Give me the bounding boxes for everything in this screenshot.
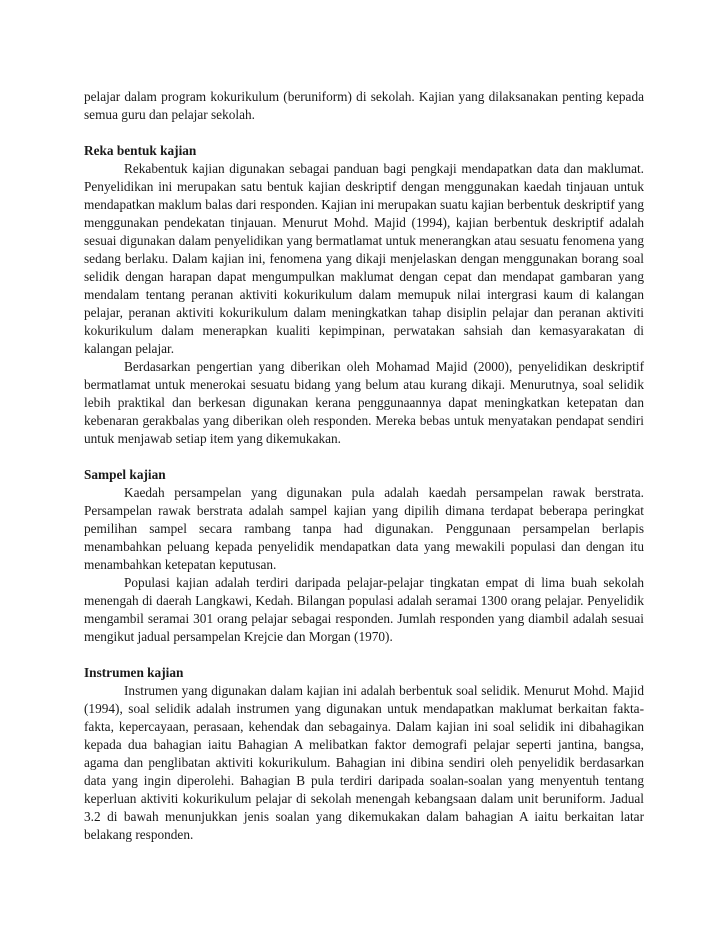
- reka-bentuk-paragraph-1: Rekabentuk kajian digunakan sebagai panduan bagi pengkaji mendapatkan data dan maklumat. Penyelidikan ini merupakan satu bentuk kajian deskriptif dengan menggunakan kaedah tinjauan untuk mendapatkan maklum balas dari responden. Kajian ini merupakan suatu kajian berbentuk deskriptif yang menggunakan pendekatan tinjauan. Menurut Mohd. Majid (1994), kajian berbentuk deskriptif adalah sesuai digunakan dalam penyelidikan yang bermatlamat untuk menerangkan atau sesuatu fenomena yang sedang berlaku. Dalam kajian ini, fenomena yang dikaji menjelaskan dengan menggunakan borang soal selidik dengan harapan dapat mengumpulkan maklumat dengan cepat dan mendapat gambaran yang mendalam tentang peranan aktiviti kokurikulum dalam memupuk nilai intergrasi kaum di kalangan pelajar, peranan aktiviti kokurikulum dalam meningkatkan tahap disiplin pelajar dan peranan aktiviti kokurikulum dalam menerapkan kualiti kepimpinan, perwatakan sahsiah dan kemasyarakatan di kalangan pelajar.: [84, 161, 644, 356]
- heading-sampel-kajian: Sampel kajian: [84, 467, 166, 482]
- heading-instrumen-kajian: Instrumen kajian: [84, 665, 184, 680]
- intro-paragraph: pelajar dalam program kokurikulum (beruniform) di sekolah. Kajian yang dilaksanakan penting kepada semua guru dan pelajar sekolah.: [84, 89, 644, 122]
- document-page: [84, 88, 644, 844]
- instrumen-paragraph-1: Instrumen yang digunakan dalam kajian ini adalah berbentuk soal selidik. Menurut Mohd. Majid (1994), soal selidik adalah instrumen yang digunakan untuk mendapatkan maklumat berkaitan fakta-fakta, kepercayaan, perasaan, kehendak dan sebagainya. Dalam kajian ini soal selidik ini dibahagikan kepada dua bahagian iaitu Bahagian A melibatkan faktor demografi pelajar seperti jantina, bangsa, agama dan penglibatan aktiviti kokurikulum. Bahagian ini dibina sendiri oleh penyelidik berdasarkan data yang ingin diperolehi. Bahagian B pula terdiri daripada soalan-soalan yang menyentuh tentang keperluan aktiviti kokurikulum pelajar di sekolah menengah kebangsaan dalam unit beruniform. Jadual 3.2 di bawah menunjukkan jenis soalan yang dikemukakan dalam bahagian A iaitu berkaitan latar belakang responden.: [84, 683, 644, 842]
- spacer: [84, 124, 644, 142]
- spacer: [84, 448, 644, 466]
- spacer: [84, 646, 644, 664]
- sampel-paragraph-2: Populasi kajian adalah terdiri daripada pelajar-pelajar tingkatan empat di lima buah sekolah menengah di daerah Langkawi, Kedah. Bilangan populasi adalah seramai 1300 orang pelajar. Penyelidik mengambil seramai 301 orang pelajar sebagai responden. Jumlah responden yang diambil adalah sesuai mengikut jadual persampelan Krejcie dan Morgan (1970).: [84, 575, 644, 644]
- reka-bentuk-paragraph-2: Berdasarkan pengertian yang diberikan oleh Mohamad Majid (2000), penyelidikan deskriptif bermatlamat untuk menerokai sesuatu bidang yang belum atau kurang dikaji. Menurutnya, soal selidik lebih praktikal dan berkesan digunakan kerana penggunaannya dapat meningkatkan ketepatan dan kebenaran gerakbalas yang diberikan oleh responden. Mereka bebas untuk menyatakan pendapat sendiri untuk menjawab setiap item yang dikemukakan.: [84, 359, 644, 446]
- heading-reka-bentuk-kajian: Reka bentuk kajian: [84, 143, 197, 158]
- sampel-paragraph-1: Kaedah persampelan yang digunakan pula adalah kaedah persampelan rawak berstrata. Persampelan rawak berstrata adalah sampel kajian yang dipilih dimana terdapat beberapa peringkat pemilihan sampel secara rambang tanpa had digunakan. Penggunaan persampelan berlapis menambahkan peluang kepada penyelidik mendapatkan data yang mewakili populasi dan dengan itu menambahkan ketepatan keputusan.: [84, 485, 644, 572]
